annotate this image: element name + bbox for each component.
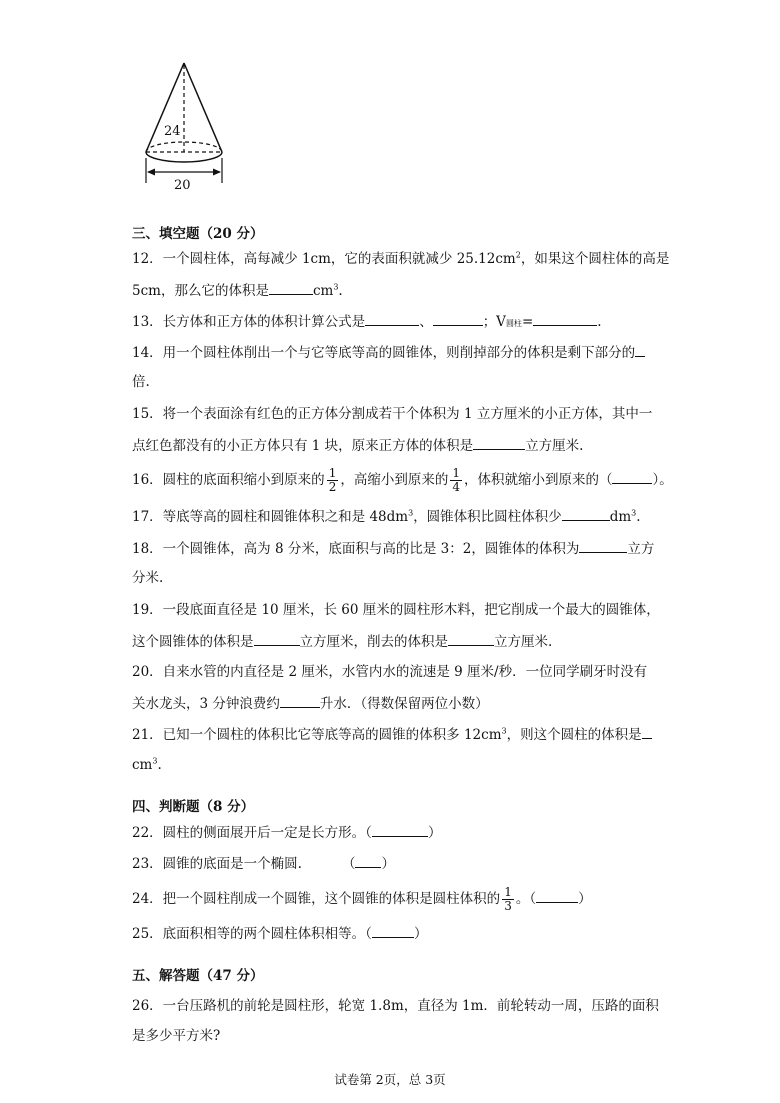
question-15-cont: 点红色都没有的小正方体只有 1 块，原来正方体的体积是 立方厘米. bbox=[132, 435, 583, 456]
cone-height-label: 24 bbox=[164, 124, 181, 139]
question-20-cont: 关水龙头，3 分钟浪费约 升水．（得数保留两位小数） bbox=[132, 693, 489, 714]
question-16: 16．圆柱的底面积缩小到原来的 $\frac{1}{2}$ ，高缩小到原来的 $\frac{1}{4}$ ，体积就缩小到原来的（ ）。 bbox=[132, 466, 673, 494]
answer-blank[interactable] bbox=[254, 631, 300, 646]
question-18-cont: 分米. bbox=[132, 570, 164, 586]
answer-blank[interactable] bbox=[365, 311, 419, 326]
arrow-right-icon bbox=[213, 169, 221, 176]
question-26: 26．一台压路机的前轮是圆柱形，轮宽 1.8m，直径为 1m．前轮转动一周，压路的面积 bbox=[132, 998, 659, 1014]
question-25: 25．底面积相等的两个圆柱体积相等。（ ） bbox=[132, 923, 427, 944]
answer-blank[interactable] bbox=[280, 693, 320, 708]
question-12-cont: 5cm，那么它的体积是 $cm^3$. bbox=[132, 280, 343, 301]
fraction-one-third: $\frac{1}{3}$ bbox=[504, 885, 512, 913]
question-22: 22．圆柱的侧面展开后一定是长方形。（ ） bbox=[132, 822, 441, 843]
question-18: 18．一个圆锥体，高为 8 分米，底面积与高的比是 3：2，圆锥体的体积为 立方 bbox=[132, 538, 654, 559]
answer-blank[interactable] bbox=[536, 888, 578, 903]
question-23: 23．圆锥的底面是一个椭圆. （ ） bbox=[132, 853, 395, 874]
cone-hidden-lines bbox=[146, 65, 222, 152]
question-19: 19．一段底面直径是 10 厘米，长 60 厘米的圆柱形木料，把它削成一个最大的圆锥体， bbox=[132, 602, 660, 618]
answer-blank[interactable] bbox=[642, 724, 652, 739]
question-14-cont: 倍. bbox=[132, 374, 150, 390]
question-14: 14．用一个圆柱体削出一个与它等底等高的圆锥体，则削掉部分的体积是剩下部分的 bbox=[132, 342, 645, 363]
answer-blank[interactable] bbox=[372, 923, 414, 938]
question-24: 24．把一个圆柱削成一个圆锥，这个圆锥的体积是圆柱体积的 $\frac{1}{3}$ 。（ ） bbox=[132, 885, 592, 913]
question-21-cont: $cm^3$. bbox=[132, 756, 162, 773]
answer-blank[interactable] bbox=[562, 506, 610, 521]
section-heading-true-false: 四、判断题（8 分） bbox=[132, 799, 255, 815]
answer-blank[interactable] bbox=[269, 280, 313, 295]
answer-blank[interactable] bbox=[372, 822, 428, 837]
question-15: 15．将一个表面涂有红色的正方体分割成若干个体积为 1 立方厘米的小正方体，其中一 bbox=[132, 406, 653, 422]
answer-blank[interactable] bbox=[579, 538, 627, 553]
page-footer: 试卷第 2页，总 3页 bbox=[334, 1072, 446, 1087]
arrow-left-icon bbox=[147, 169, 155, 176]
answer-blank[interactable] bbox=[473, 435, 525, 450]
answer-blank[interactable] bbox=[448, 631, 494, 646]
question-17: 17．等底等高的圆柱和圆锥体积之和是 $48dm^3$，圆锥体积比圆柱体积少 $dm^3$. bbox=[132, 506, 641, 527]
question-26-cont: 是多少平方米? bbox=[132, 1028, 221, 1044]
question-13: 13．长方体和正方体的体积计算公式是 、 ；V圆柱= . bbox=[132, 311, 602, 334]
question-12: 12．一个圆柱体，高每减少 1cm，它的表面积就减少 $25.12cm^2$，如果这个圆柱体的高是 bbox=[132, 250, 670, 267]
section-heading-solutions: 五、解答题（47 分） bbox=[132, 968, 264, 984]
cone-outline bbox=[146, 63, 222, 162]
cone-figure bbox=[138, 55, 238, 195]
fraction-one-quarter: $\frac{1}{4}$ bbox=[452, 466, 460, 494]
fraction-one-half: $\frac{1}{2}$ bbox=[328, 466, 337, 494]
cone-diameter-label: 20 bbox=[174, 178, 191, 193]
question-21: 21．已知一个圆柱的体积比它等底等高的圆锥的体积多 $12cm^3$，则这个圆柱的体积是 bbox=[132, 724, 652, 745]
section-heading-fill-in: 三、填空题（20 分） bbox=[132, 226, 264, 242]
question-19-cont: 这个圆锥体的体积是 立方厘米，削去的体积是 立方厘米. bbox=[132, 631, 552, 652]
answer-blank[interactable] bbox=[635, 342, 645, 357]
answer-blank[interactable] bbox=[533, 311, 597, 326]
answer-blank[interactable] bbox=[355, 853, 381, 868]
answer-blank[interactable] bbox=[433, 311, 483, 326]
question-20: 20．自来水管的内直径是 2 厘米，水管内水的流速是 9 厘米/秒．一位同学刷牙时没有 bbox=[132, 664, 648, 680]
answer-blank[interactable] bbox=[612, 469, 652, 484]
